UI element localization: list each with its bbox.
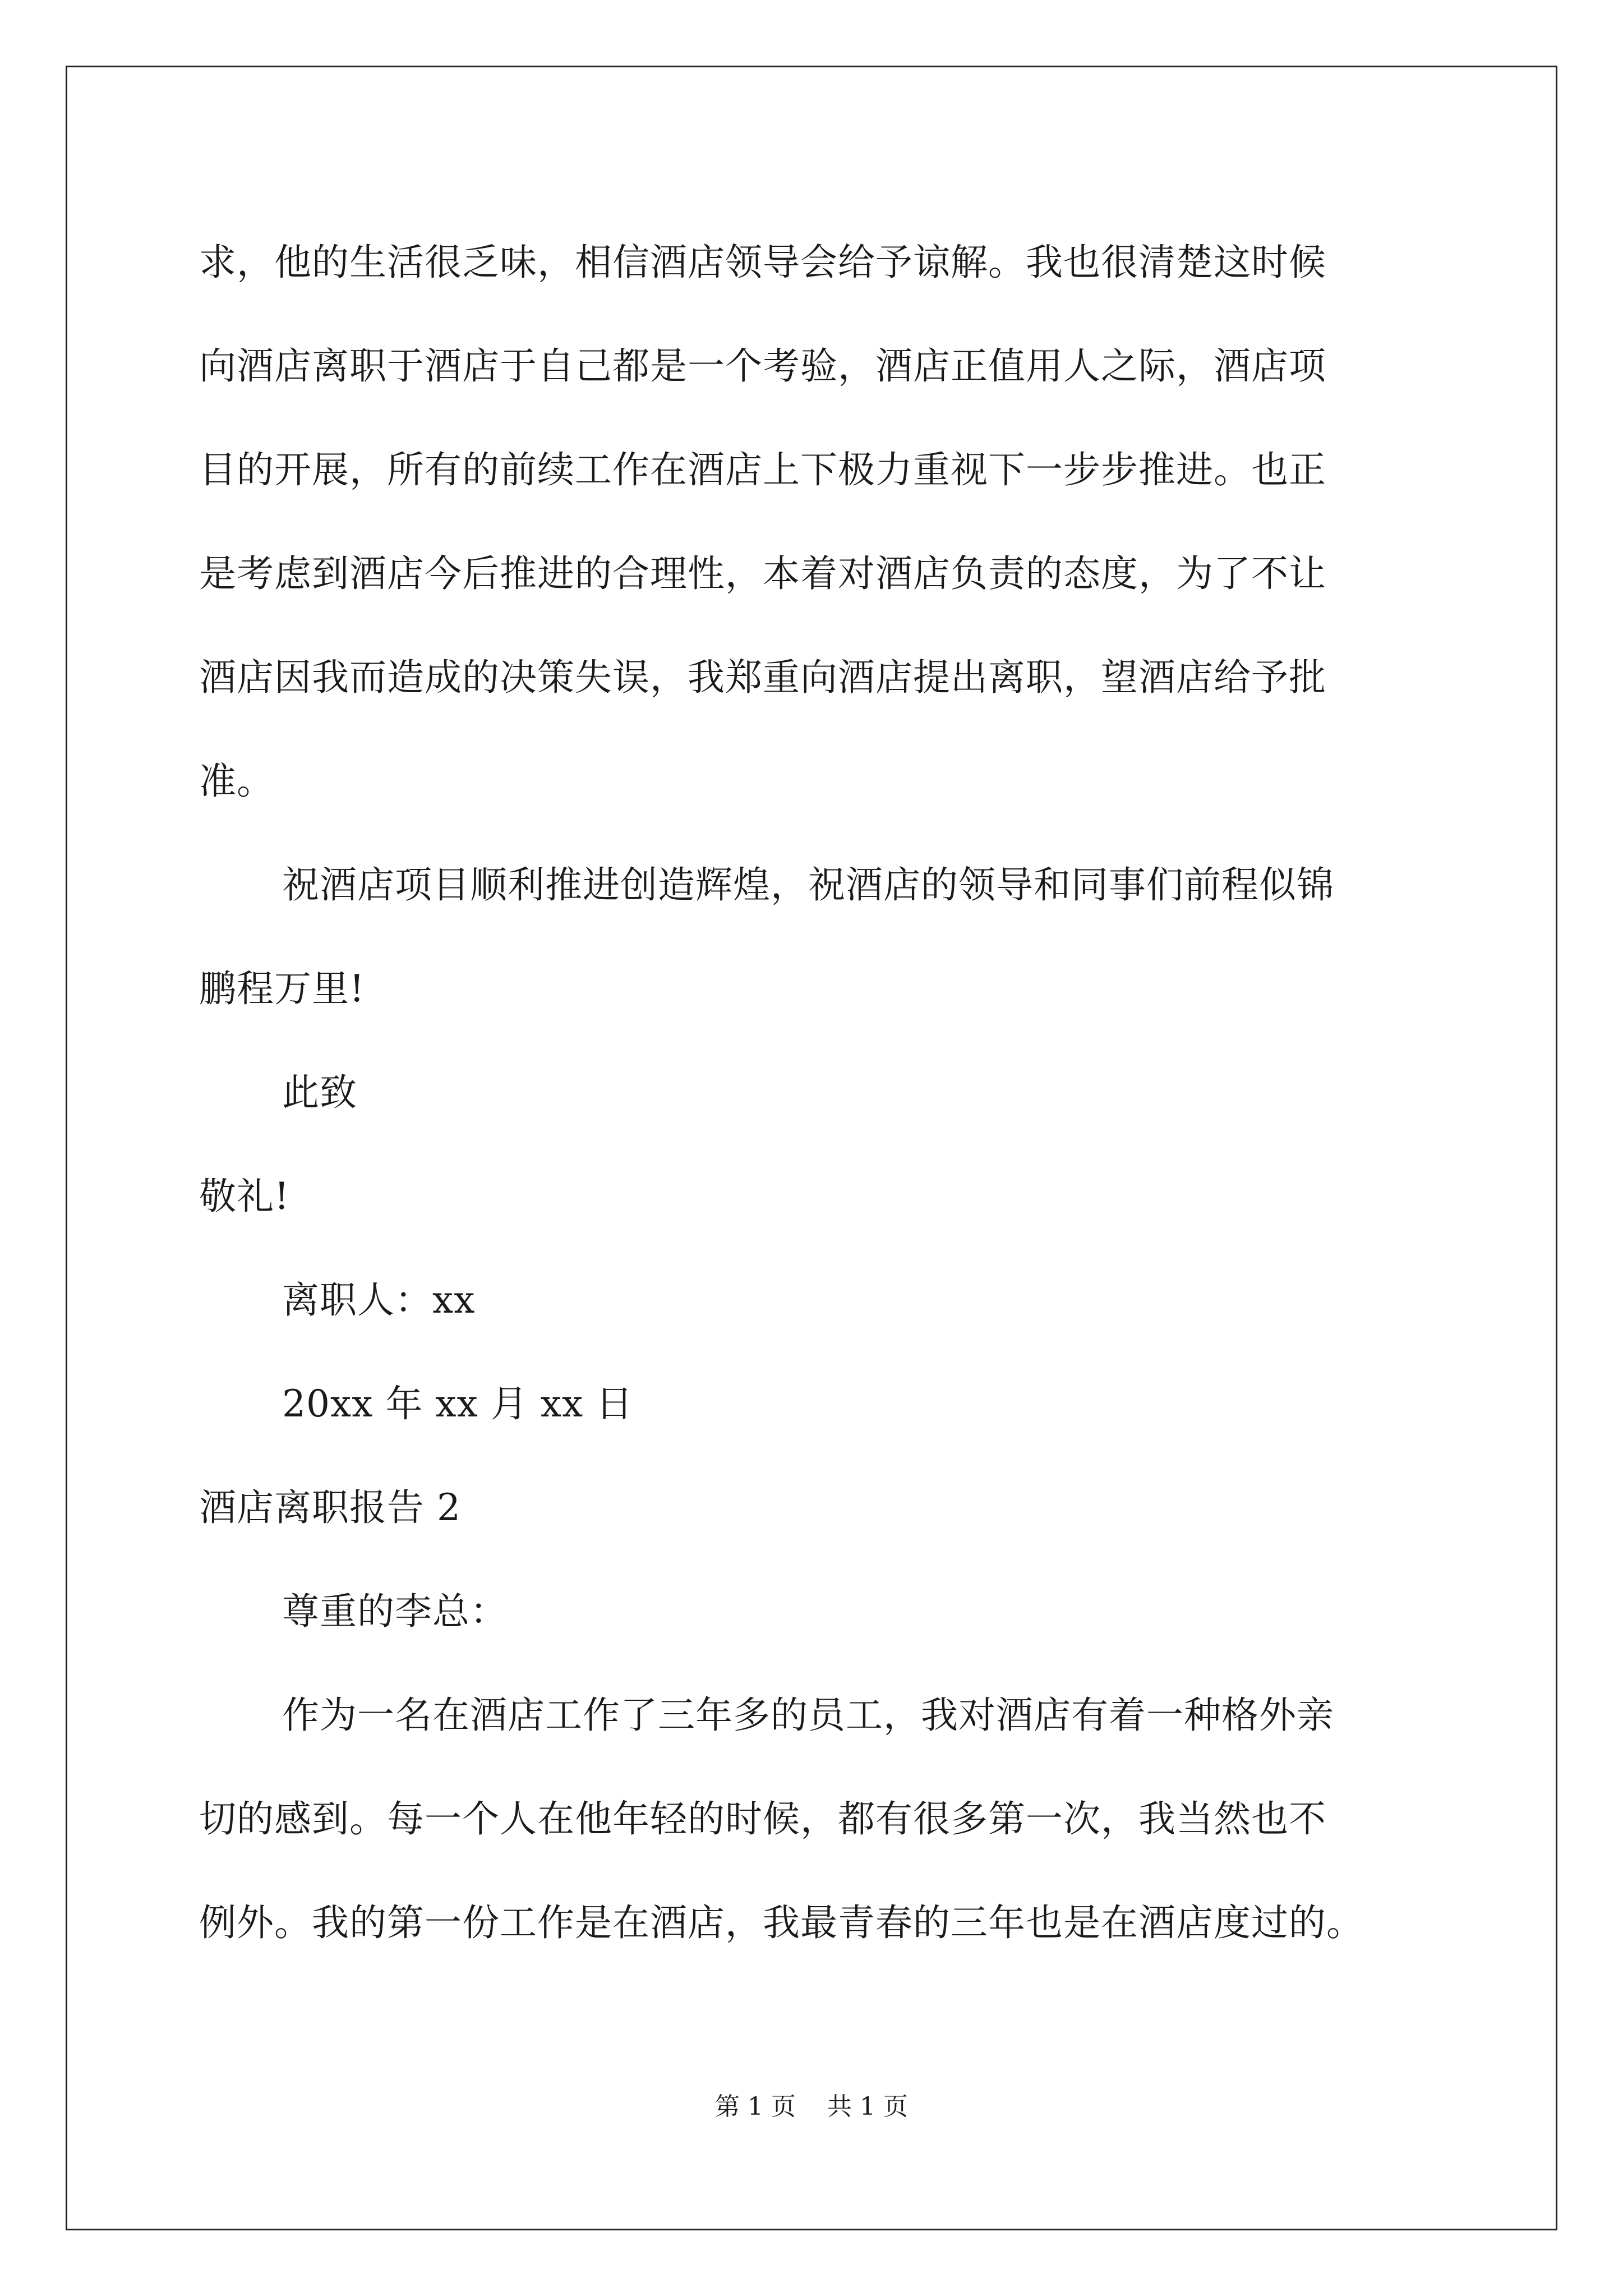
signature-date: 20xx 年 xx 月 xx 日 xyxy=(282,1382,634,1425)
body-line: 求，他的生活很乏味，相信酒店领导会给予谅解。我也很清楚这时候 xyxy=(199,241,1326,284)
document-body xyxy=(199,210,1433,1975)
paragraph-line: 祝酒店项目顺利推进创造辉煌，祝酒店的领导和同事们前程似锦 xyxy=(282,863,1334,907)
paragraph-line: 作为一名在酒店工作了三年多的员工，我对酒店有着一种格外亲 xyxy=(282,1694,1334,1737)
page-number: 第 1 页 xyxy=(715,2092,796,2121)
body-line: 鹏程万里! xyxy=(199,967,365,1010)
greeting-line: 尊重的李总： xyxy=(282,1590,508,1633)
section-title: 酒店离职报告 2 xyxy=(199,1486,461,1529)
body-line: 向酒店离职于酒店于自己都是一个考验，酒店正值用人之际，酒店项 xyxy=(199,344,1326,388)
body-line: 目的开展，所有的前续工作在酒店上下极力重视下一步步推进。也正 xyxy=(199,448,1326,491)
body-line: 准。 xyxy=(199,760,274,803)
closing-line: 敬礼! xyxy=(199,1175,290,1218)
signature-name: 离职人：xx xyxy=(282,1278,476,1322)
body-line: 例外。我的第一份工作是在酒店，我最青春的三年也是在酒店度过的。 xyxy=(199,1901,1364,1944)
body-line: 是考虑到酒店今后推进的合理性，本着对酒店负责的态度，为了不让 xyxy=(199,552,1326,595)
salutation-line: 此致 xyxy=(282,1071,357,1114)
body-line: 酒店因我而造成的决策失误，我郑重向酒店提出离职，望酒店给予批 xyxy=(199,656,1326,699)
body-line: 切的感到。每一个人在他年轻的时候，都有很多第一次，我当然也不 xyxy=(199,1797,1326,1841)
page-footer xyxy=(0,2090,1623,2124)
page-total: 共 1 页 xyxy=(827,2092,908,2121)
